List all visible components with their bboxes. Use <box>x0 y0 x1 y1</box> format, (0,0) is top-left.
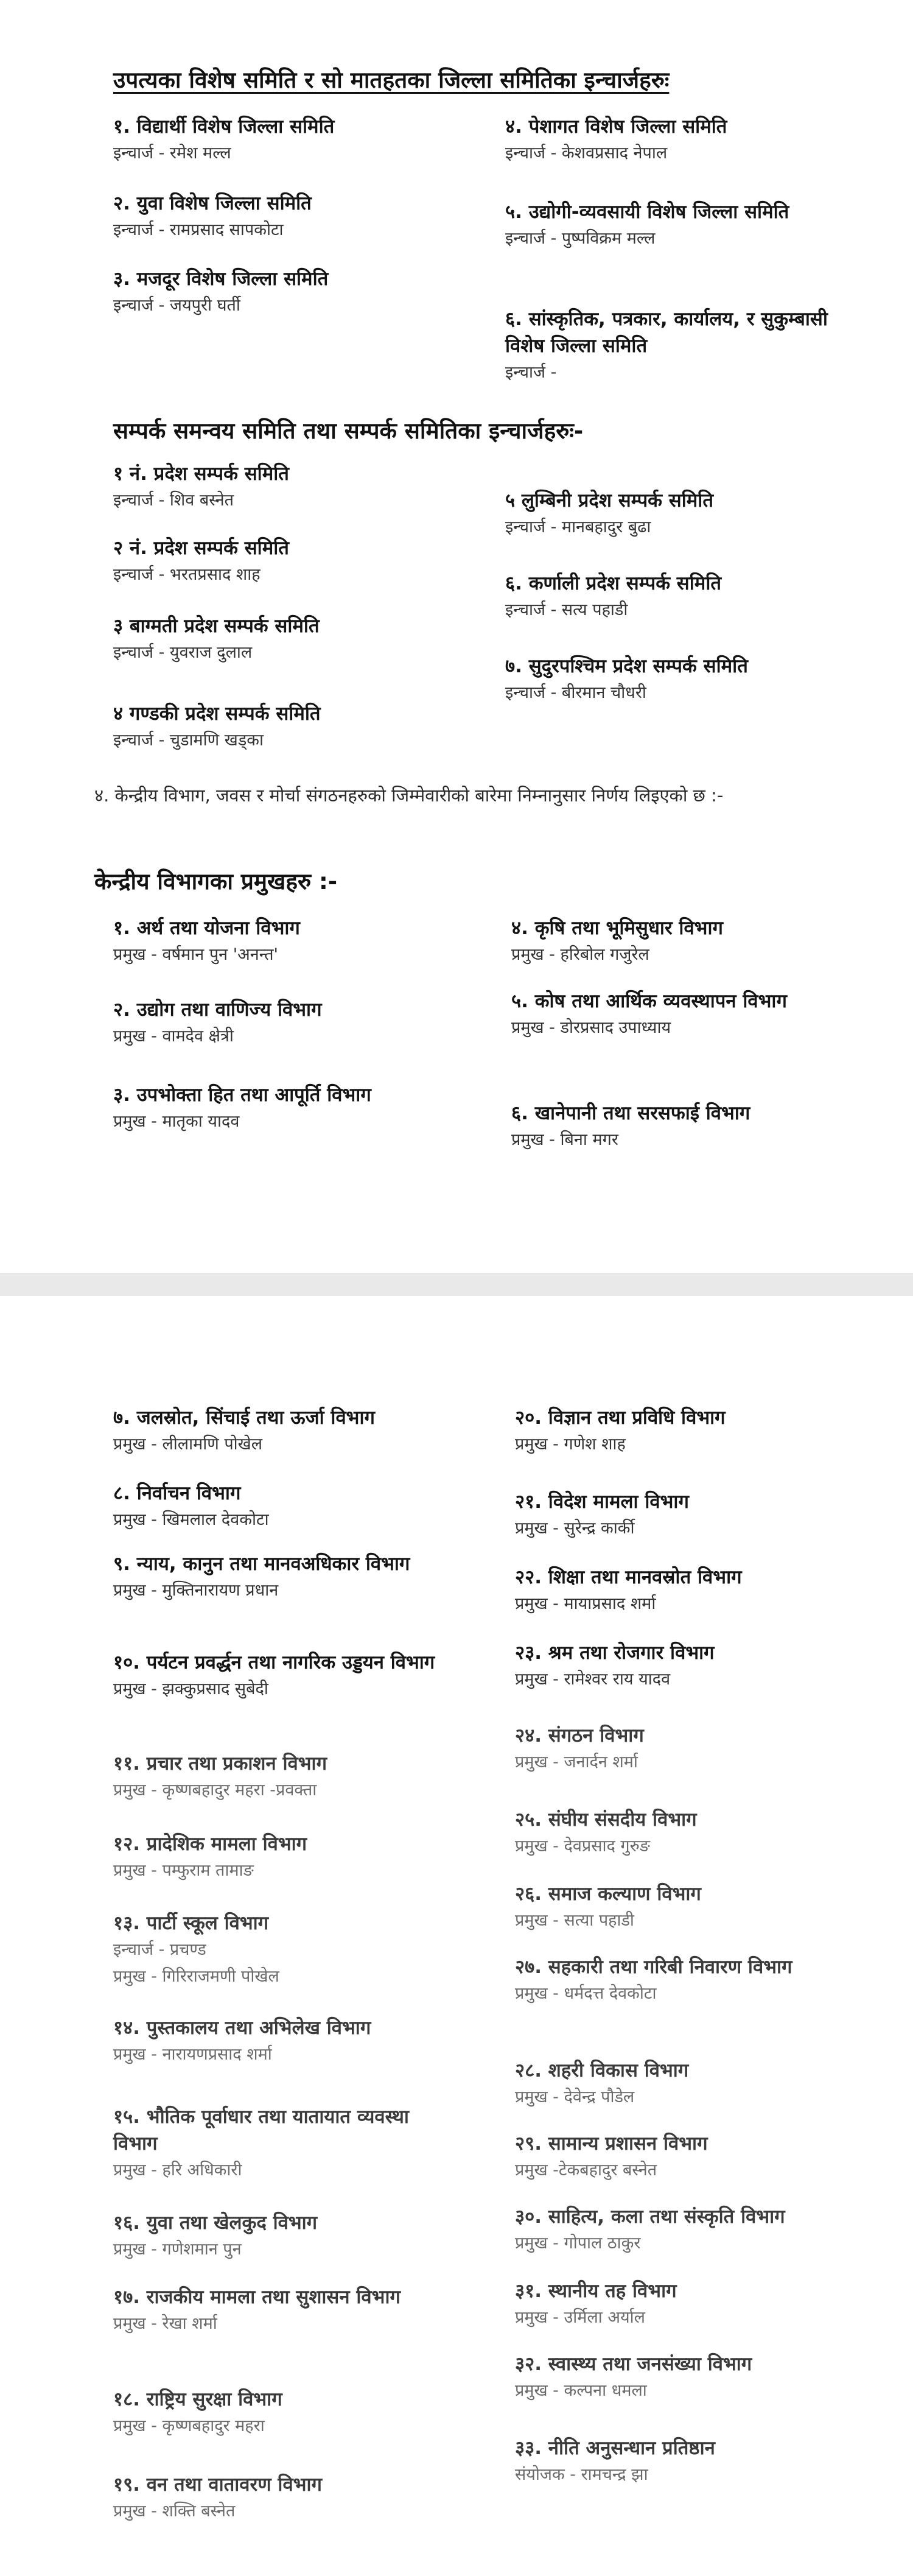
head-line: प्रमुख -टेकबहादुर बस्नेत <box>515 2161 657 2180</box>
department-title: १०. पर्यटन प्रवर्द्धन तथा नागरिक उड्डयन विभाग <box>113 1652 435 1673</box>
department-title: २६. समाज कल्याण विभाग <box>515 1883 701 1905</box>
head-line: प्रमुख - गणेश शाह <box>515 1435 626 1454</box>
list-item <box>113 113 503 167</box>
section-heading-valley-committees: उपत्यका विशेष समिति र सो मातहतका जिल्ला समितिका इन्चार्जहरुः <box>113 67 670 93</box>
head-line: प्रमुख - गोपाल ठाकुर <box>515 2234 641 2253</box>
incharge-line: इन्चार्ज - रमेश मल्ल <box>113 144 231 163</box>
department-title: ८. निर्वाचन विभाग <box>113 1482 241 1504</box>
list-item <box>515 1722 856 1776</box>
list-item <box>515 1404 856 1458</box>
incharge-line: इन्चार्ज - युवराज दुलाल <box>113 643 253 662</box>
department-title: ३२. स्वास्थ्य तथा जनसंख्या विभाग <box>515 2353 752 2375</box>
head-line: प्रमुख - वामदेव क्षेत्री <box>113 1027 234 1046</box>
list-item <box>505 199 834 252</box>
committee-title: ५. उद्योगी-व्यवसायी विशेष जिल्ला समिति <box>505 201 789 223</box>
head-line: प्रमुख - हरिबोल गजुरेल <box>511 945 649 964</box>
list-item <box>515 2057 856 2111</box>
department-title: १. अर्थ तथा योजना विभाग <box>113 917 300 939</box>
list-item <box>515 2351 880 2404</box>
head-line: प्रमुख - रामेश्वर राय यादव <box>515 1670 671 1689</box>
list-item <box>113 2015 503 2068</box>
head-line: प्रमुख - पम्फुराम तामाङ <box>113 1861 254 1880</box>
committee-title: ३. मजदूर विशेष जिल्ला समिति <box>113 268 329 290</box>
head-line: प्रमुख - मायाप्रसाद शर्मा <box>515 1594 656 1613</box>
department-title: २३. श्रम तथा रोजगार विभाग <box>515 1642 715 1664</box>
committee-title: १ नं. प्रदेश सम्पर्क समिति <box>113 463 289 485</box>
list-item <box>515 2435 856 2488</box>
department-title: २९. सामान्य प्रशासन विभाग <box>515 2133 708 2155</box>
list-item <box>113 2471 503 2525</box>
department-title: ३१. स्थानीय तह विभाग <box>515 2280 677 2302</box>
department-title: १९. वन तथा वातावरण विभाग <box>113 2474 322 2496</box>
list-item <box>515 2130 856 2184</box>
list-item <box>113 1649 454 1703</box>
list-item <box>515 1881 856 1934</box>
list-item <box>515 1639 856 1693</box>
incharge-line: इन्चार्ज - पुष्पविक्रम मल्ल <box>505 229 656 248</box>
list-item <box>113 1404 503 1458</box>
list-item <box>113 613 503 666</box>
committee-title: ६. कर्णाली प्रदेश सम्पर्क समिति <box>505 572 722 594</box>
incharge-line: इन्चार्ज - भरतप्रसाद शाह <box>113 565 261 584</box>
committee-title: ५ लुम्बिनी प्रदेश सम्पर्क समिति <box>505 490 714 512</box>
head-line: प्रमुख - कृष्णबहादुर महरा -प्रवक्ता <box>113 1781 317 1800</box>
department-title: १४. पुस्तकालय तथा अभिलेख विभाग <box>113 2017 371 2039</box>
head-line: प्रमुख - देवप्रसाद गुरुङ <box>515 1837 650 1856</box>
list-item <box>113 190 503 244</box>
department-title: २०. विज्ञान तथा प्रविधि विभाग <box>515 1407 726 1429</box>
incharge-line: इन्चार्ज - रामप्रसाद सापकोटा <box>113 220 284 239</box>
committee-title: ७. सुदुरपश्चिम प्रदेश सम्पर्क समिति <box>505 655 748 677</box>
head-line: प्रमुख - झक्कुप्रसाद सुबेदी <box>113 1680 268 1698</box>
list-item <box>515 1488 856 1542</box>
incharge-line: इन्चार्ज - शिव बस्नेत <box>113 491 234 510</box>
department-title: २४. संगठन विभाग <box>515 1725 644 1747</box>
list-item <box>113 996 503 1050</box>
department-title: २२. शिक्षा तथा मानवस्रोत विभाग <box>515 1566 742 1588</box>
head-line: प्रमुख - हरि अधिकारी <box>113 2161 242 2180</box>
committee-title: २. युवा विशेष जिल्ला समिति <box>113 192 312 214</box>
list-item <box>113 266 503 319</box>
list-item <box>515 1954 844 2007</box>
department-title: १८. राष्ट्रिय सुरक्षा विभाग <box>113 2388 282 2410</box>
department-title: २१. विदेश मामला विभाग <box>515 1491 689 1513</box>
head-line: प्रमुख - कृष्णबहादुर महरा <box>113 2416 265 2435</box>
department-title: १३. पार्टी स्कूल विभाग <box>113 1912 269 1934</box>
department-title: १७. राजकीय मामला तथा सुशासन विभाग <box>113 2286 401 2308</box>
head-line: प्रमुख - गिरिराजमणी पोखेल <box>113 1967 279 1986</box>
list-item <box>113 460 503 514</box>
head-line: प्रमुख - देवेन्द्र पौडेल <box>515 2088 635 2106</box>
committee-title: २ नं. प्रदेश सम्पर्क समिति <box>113 537 289 559</box>
committee-title: १. विद्यार्थी विशेष जिल्ला समिति <box>113 116 335 138</box>
incharge-line: इन्चार्ज - जयपुरी घर्ती <box>113 296 240 315</box>
department-title: ४. कृषि तथा भूमिसुधार विभाग <box>511 917 723 939</box>
committee-title: ४. पेशागत विशेष जिल्ला समिति <box>505 116 727 138</box>
incharge-line: इन्चार्ज - चुडामणि खड्का <box>113 731 264 750</box>
incharge-line: इन्चार्ज - प्रचण्ड <box>113 1940 206 1959</box>
department-title: ७. जलस्रोत, सिंचाई तथा ऊर्जा विभाग <box>113 1407 375 1429</box>
committee-title: ६. सांस्कृतिक, पत्रकार, कार्यालय, र सुकुम्बासी विशेष जिल्ला समिति <box>505 308 828 357</box>
section-heading-central-departments: केन्द्रीय विभागका प्रमुखहरु :- <box>94 868 338 895</box>
list-item <box>113 2386 503 2440</box>
head-line: प्रमुख - सत्या पहाडी <box>515 1911 634 1930</box>
head-line: प्रमुख - धर्मदत्त देवकोटा <box>515 1984 657 2003</box>
list-item <box>515 1564 856 1617</box>
decision-paragraph: ४. केन्द्रीय विभाग, जवस र मोर्चा संगठनहरुको जिम्मेवारीको बारेमा निम्नानुसार निर्णय लिइएको छ :- <box>94 785 724 806</box>
department-title: १२. प्रादेशिक मामला विभाग <box>113 1833 307 1855</box>
department-title: २७. सहकारी तथा गरिबी निवारण विभाग <box>515 1956 792 1978</box>
head-line: प्रमुख - डोरप्रसाद उपाध्याय <box>511 1018 671 1037</box>
department-title: ९. न्याय, कानुन तथा मानवअधिकार विभाग <box>113 1553 410 1575</box>
head-line: प्रमुख - लीलामणि पोखेल <box>113 1435 263 1454</box>
head-line: प्रमुख - गणेशमान पुन <box>113 2240 242 2259</box>
list-item <box>505 653 846 706</box>
section-heading-contact-committees: सम्पर्क समन्वय समिति तथा सम्पर्क समितिका इन्चार्जहरुः- <box>113 418 584 444</box>
document-page-1 <box>0 0 913 1273</box>
list-item <box>113 1750 503 1804</box>
department-title: ५. कोष तथा आर्थिक व्यवस्थापन विभाग <box>511 990 787 1012</box>
department-title: २. उद्योग तथा वाणिज्य विभाग <box>113 999 322 1021</box>
list-item <box>113 1480 503 1533</box>
list-item <box>511 915 852 968</box>
list-item <box>515 2203 880 2257</box>
department-title: १६. युवा तथा खेलकुद विभाग <box>113 2212 318 2234</box>
head-line: प्रमुख - बिना मगर <box>511 1130 618 1149</box>
list-item <box>505 487 846 541</box>
committee-title: ४ गण्डकी प्रदेश सम्पर्क समिति <box>113 703 321 725</box>
head-line: प्रमुख - शक्ति बस्नेत <box>113 2502 236 2521</box>
incharge-line: इन्चार्ज - मानबहादुर बुढा <box>505 518 651 537</box>
department-title: ३. उपभोक्ता हित तथा आपूर्ति विभाग <box>113 1084 371 1106</box>
list-item <box>113 1082 503 1135</box>
committee-title: ३ बाग्मती प्रदेश सम्पर्क समिति <box>113 615 320 637</box>
incharge-line: इन्चार्ज - बीरमान चौधरी <box>505 683 646 702</box>
list-item <box>113 1550 503 1604</box>
coordinator-line: संयोजक - रामचन्द्र झा <box>515 2465 648 2484</box>
department-title: २८. शहरी विकास विभाग <box>515 2060 689 2082</box>
department-title: ६. खानेपानी तथा सरसफाई विभाग <box>511 1102 750 1124</box>
list-item <box>113 2209 503 2263</box>
list-item <box>505 570 846 624</box>
head-line: प्रमुख - मुक्तिनारायण प्रधान <box>113 1581 279 1600</box>
head-line: प्रमुख - खिमलाल देवकोटा <box>113 1510 269 1529</box>
document-page-2 <box>0 1296 913 2576</box>
head-line: प्रमुख - जनार्दन शर्मा <box>515 1753 638 1772</box>
department-title: ११. प्रचार तथा प्रकाशन विभाग <box>113 1753 327 1775</box>
list-item <box>511 1100 852 1153</box>
list-item <box>113 2103 430 2184</box>
list-item <box>505 306 846 386</box>
list-item <box>113 1910 503 1990</box>
head-line: प्रमुख - मातृका यादव <box>113 1112 240 1131</box>
list-item <box>505 113 846 167</box>
head-line: प्रमुख - उर्मिला अर्याल <box>515 2308 645 2327</box>
list-item <box>113 700 503 754</box>
department-title: २५. संघीय संसदीय विभाग <box>515 1809 697 1831</box>
incharge-line: इन्चार्ज - <box>505 363 557 382</box>
list-item <box>515 2278 856 2331</box>
list-item <box>113 915 503 968</box>
department-title: ३०. साहित्य, कला तथा संस्कृति विभाग <box>515 2206 785 2228</box>
incharge-line: इन्चार्ज - सत्य पहाडी <box>505 600 628 619</box>
list-item <box>113 1831 503 1884</box>
head-line: प्रमुख - नारायणप्रसाद शर्मा <box>113 2045 272 2064</box>
head-line: प्रमुख - वर्षमान पुन 'अनन्त' <box>113 945 278 964</box>
head-line: प्रमुख - कल्पना धमला <box>515 2381 647 2400</box>
department-title: ३३. नीति अनुसन्धान प्रतिष्ठान <box>515 2437 715 2459</box>
list-item <box>113 2284 442 2337</box>
head-line: प्रमुख - सुरेन्द्र कार्की <box>515 1519 635 1538</box>
list-item <box>511 988 840 1041</box>
list-item <box>113 535 503 588</box>
department-title: १५. भौतिक पूर्वाधार तथा यातायात व्यवस्था विभाग <box>113 2106 409 2155</box>
list-item <box>515 1806 856 1860</box>
head-line: प्रमुख - रेखा शर्मा <box>113 2314 217 2333</box>
incharge-line: इन्चार्ज - केशवप्रसाद नेपाल <box>505 144 668 163</box>
